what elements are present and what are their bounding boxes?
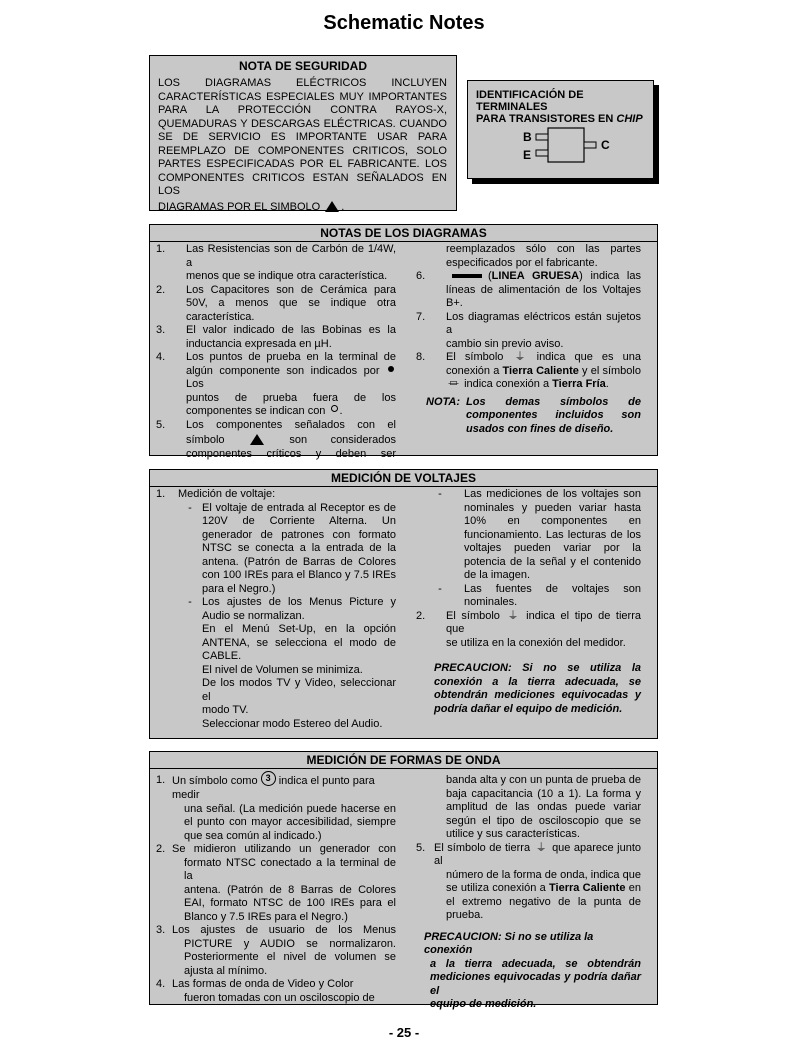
- item-text: [446, 378, 641, 392]
- list-item: [416, 270, 641, 311]
- caution-text: equipo de medición.: [430, 998, 537, 1010]
- note-text: componentes incluidos son: [466, 409, 641, 421]
- voltage-caution: [416, 662, 641, 716]
- dash-bullet: -: [438, 488, 442, 500]
- sub-item: [156, 502, 396, 597]
- safety-note-box: [149, 55, 457, 211]
- item-text: El voltaje de entrada al Receptor es de: [202, 501, 396, 514]
- item-text: Los puntos de prueba en la terminal de: [186, 351, 396, 363]
- item-number: 5.: [156, 418, 166, 431]
- waveform-caution: [416, 931, 641, 1012]
- item-number: 3.: [156, 924, 166, 936]
- item-text-bold: Tierra Fría: [552, 378, 606, 390]
- item-text: antena. (Patrón de 8 Barras de Colores: [184, 883, 396, 896]
- caution-text: obtendrán mediciones equivocadas y: [434, 689, 641, 701]
- item-text-part: que aparece junto al: [434, 841, 641, 867]
- chip-title-text: PARA TRANSISTORES EN: [476, 113, 614, 125]
- item-text: Las fuentes de voltajes son: [464, 582, 641, 595]
- item-text: modo TV.: [202, 704, 249, 716]
- item-text: [186, 365, 396, 392]
- item-text: [446, 351, 641, 365]
- item-text: formato NTSC conectado a la terminal de la: [184, 856, 396, 882]
- item-number: 1.: [156, 488, 166, 500]
- item-text: se utiliza en la conexión del medidor.: [446, 636, 626, 649]
- voltage-title: MEDICIÓN DE VOLTAJES: [150, 470, 657, 487]
- sub-item: [416, 583, 641, 610]
- list-item: [416, 842, 641, 923]
- ground-icon: ⏚: [535, 841, 547, 854]
- chip-label-e: E: [523, 148, 532, 162]
- item-text: Los ajustes de los Menus Picture y: [202, 596, 396, 608]
- chip-title-italic: CHIP: [616, 113, 643, 125]
- item-text: [434, 882, 641, 896]
- waveform-point-icon: 3: [261, 771, 276, 786]
- safety-line: REEMPLAZO DE COMPONENTES CRITICOS, SOLO: [158, 144, 447, 157]
- item-text: banda alta y con un punta de prueba de: [446, 774, 641, 786]
- item-text: Medición de voltaje:: [178, 488, 276, 500]
- list-item: [156, 924, 396, 978]
- item-text: que sea común al indicado.): [184, 829, 322, 842]
- sub-item: [156, 596, 396, 731]
- item-text-part: El símbolo: [446, 609, 500, 622]
- cold-ground-icon: ⏛: [448, 378, 459, 390]
- item-text: fueron tomadas con un osciloscopio de: [184, 991, 375, 1004]
- note-label: NOTA:: [426, 395, 461, 408]
- diagram-notes-title: NOTAS DE LOS DIAGRAMAS: [150, 225, 657, 242]
- item-text: característica.: [186, 310, 255, 323]
- safety-note-title: NOTA DE SEGURIDAD: [238, 59, 367, 73]
- list-item: [156, 843, 396, 924]
- item-text-part: indica el tipo de tierra que: [446, 609, 641, 635]
- item-text: baja capacitancia (10 a 1). La forma y: [446, 787, 641, 800]
- diagram-notes-right: [416, 243, 641, 436]
- list-item: [156, 351, 396, 419]
- list-item: [156, 324, 396, 351]
- item-text: [172, 774, 396, 803]
- chip-label-c: C: [601, 138, 610, 152]
- item-text-part: conexión a: [446, 364, 500, 377]
- item-text: Los Capacitores son de Cerámica para: [186, 283, 396, 296]
- item-text-bold: LINEA GRUESA: [491, 270, 580, 282]
- item-text: [434, 842, 641, 869]
- safety-last-suffix: .: [341, 200, 345, 213]
- warning-triangle-icon: [325, 201, 339, 212]
- item-text: para el Negro.): [202, 582, 276, 595]
- item-text: líneas de alimentación de los Voltajes: [446, 283, 641, 296]
- item-number: 3.: [156, 324, 166, 336]
- caution-text: conexión a la tierra adecuada, se: [434, 675, 641, 688]
- warning-triangle-icon: [250, 434, 264, 445]
- list-item: [156, 243, 396, 284]
- safety-line: COMPONENTES CRITICOS ESTAN SEÑALADOS EN LOS: [158, 171, 447, 197]
- item-text: B+.: [446, 297, 463, 309]
- item-text-part: se utiliza conexión a: [446, 882, 546, 894]
- item-number: 2.: [156, 843, 166, 855]
- item-text: 120V de Corriente Alterna. Un: [202, 515, 396, 527]
- voltage-right: [416, 488, 641, 716]
- chip-label-b: B: [523, 130, 532, 144]
- chip-terminal-inset: [467, 80, 654, 179]
- list-item: [156, 488, 396, 502]
- item-text: con 100 IREs para el Blanco y 7.5 IREs: [202, 569, 396, 581]
- item-text: componentes críticos y deben ser: [186, 447, 396, 460]
- waveform-left: [156, 774, 396, 1005]
- item-text-part: .: [605, 378, 609, 390]
- item-text: De los modos TV y Video, seleccionar el: [202, 677, 396, 703]
- list-item: [416, 311, 641, 352]
- safety-line: LOS DIAGRAMAS ELÉCTRICOS INCLUYEN: [158, 77, 447, 89]
- safety-note-text: [150, 73, 456, 214]
- waveform-title: MEDICIÓN DE FORMAS DE ONDA: [150, 752, 657, 769]
- item-text-bold: Tierra Caliente: [502, 364, 579, 377]
- item-text: menos que se indique otra característica.: [186, 270, 388, 282]
- item-text: Las mediciones de los voltajes son: [464, 488, 641, 500]
- item-text-part: (: [488, 270, 492, 282]
- note-text: usados con fines de diseño.: [466, 422, 614, 435]
- item-text-part: Los: [186, 378, 204, 390]
- item-text: Las Resistencias son de Carbón de 1/4W, a: [186, 243, 396, 269]
- voltage-box: [149, 469, 658, 739]
- item-number: 6.: [416, 270, 426, 282]
- diagram-note: [416, 396, 641, 437]
- list-item: [156, 419, 396, 462]
- external-test-point-icon: [331, 405, 338, 412]
- item-text: especificados por el fabricante.: [446, 256, 598, 269]
- item-text-part: ) indica las: [579, 270, 641, 282]
- dash-bullet: -: [188, 596, 192, 608]
- item-text-part: Un símbolo como: [172, 775, 258, 787]
- item-text: El nivel de Volumen se minimiza.: [202, 663, 363, 676]
- list-item: [156, 284, 396, 325]
- dash-bullet: -: [188, 501, 192, 514]
- item-text-part: El símbolo: [446, 351, 504, 363]
- item-text: nominales.: [464, 596, 518, 608]
- chip-inset-title: [468, 81, 653, 125]
- item-text: CABLE.: [202, 650, 242, 662]
- item-text: 10% en componentes en: [464, 515, 641, 527]
- list-item: [156, 774, 396, 843]
- item-text: PICTURE y AUDIO se normalizaron.: [184, 937, 396, 950]
- caution-text: PRECAUCION: Si no se utiliza la conexión: [424, 930, 594, 956]
- item-text: nominales y pueden variar hasta: [464, 501, 641, 514]
- item-text-part: en: [628, 882, 641, 894]
- item-text: En el Menú Set-Up, en la opción: [202, 623, 396, 635]
- item-text: utilice y sus características.: [446, 828, 580, 840]
- safety-line: CARACTERÍSTICAS ESPECIALES MUY IMPORTANTES: [158, 90, 447, 103]
- item-text-part: indica el punto para medir: [172, 775, 375, 801]
- item-number: 5.: [416, 841, 426, 854]
- caution-text: mediciones equivocadas y podría dañar el: [430, 971, 641, 997]
- item-text: [186, 405, 396, 419]
- item-number: 1.: [156, 243, 166, 255]
- diagram-notes-left: [156, 243, 396, 461]
- item-text: puntos de prueba fuera de los: [186, 391, 396, 404]
- list-item-continued: [416, 774, 641, 842]
- caution-text: PRECAUCION: Si no se utiliza la: [434, 662, 641, 674]
- item-number: 2.: [416, 609, 426, 622]
- list-item: [416, 351, 641, 392]
- note-text: Los demas símbolos de: [466, 395, 641, 408]
- item-text: El valor indicado de las Bobinas es la: [186, 324, 396, 336]
- item-number: 7.: [416, 310, 426, 323]
- voltage-left: [156, 488, 396, 731]
- item-text: potencia de la señal y el contenido: [464, 555, 641, 568]
- item-text: 50V, a menos que se indique otra: [186, 297, 396, 309]
- item-number: 2.: [156, 283, 166, 296]
- item-text: [446, 365, 641, 379]
- item-text: Audio se normalizan.: [202, 609, 305, 622]
- item-text: Se midieron utilizando un generador con: [172, 843, 396, 855]
- item-text: una señal. (La medición puede hacerse en: [184, 802, 396, 815]
- item-text: [446, 270, 641, 284]
- item-text: según el tipo de osciloscopio que se: [446, 814, 641, 827]
- item-text: Las formas de onda de Video y Color: [172, 978, 354, 990]
- sub-item: [416, 488, 641, 583]
- item-text: generador de patrones con formato: [202, 528, 396, 541]
- safety-line: SE DE SERVICIO ES IMPORTANTE USAR PARA: [158, 131, 447, 143]
- item-text: inductancia expresada en µH.: [186, 337, 332, 350]
- item-text: EAI, formato NTSC de 100 IREs para el: [184, 897, 396, 909]
- item-text: NTSC se conecta a la entrada de la: [202, 542, 396, 554]
- item-text-part: indica conexión a: [464, 378, 550, 390]
- item-text: voltajes pueden variar por la: [464, 542, 641, 554]
- ground-icon: ⏚: [507, 609, 519, 622]
- page-number: - 25 -: [388, 1025, 420, 1040]
- item-text: Los componentes señalados con el: [186, 418, 396, 431]
- item-number: 1.: [156, 774, 166, 786]
- page-title: Schematic Notes: [323, 12, 485, 34]
- item-text-part: El símbolo de tierra: [434, 841, 531, 854]
- caution-text: a la tierra adecuada, se obtendrán: [430, 957, 641, 970]
- hot-ground-icon: ⏚: [514, 351, 526, 363]
- item-text-part: son considerados: [289, 434, 396, 446]
- item-text-bold: Tierra Caliente: [549, 882, 626, 894]
- safety-last-text: DIAGRAMAS POR EL SIMBOLO: [158, 200, 321, 213]
- item-number: 4.: [156, 978, 166, 990]
- item-text: reemplazados sólo con las partes: [446, 243, 641, 255]
- item-text-part: .: [339, 405, 343, 417]
- item-text: Posteriormente el nivel de volumen se: [184, 951, 396, 963]
- safety-line-last: [158, 199, 447, 215]
- diagram-notes-box: [149, 224, 658, 460]
- safety-line: PARTES ESPECIFICADAS POR EL FABRICANTE. LOS: [158, 158, 447, 170]
- item-text: [186, 432, 396, 448]
- item-text: el extremo negativo de la punta de: [446, 895, 641, 908]
- item-text: antena. (Patrón de Barras de Colores: [202, 555, 396, 568]
- list-item: [416, 610, 641, 651]
- item-text: cambio sin previo aviso.: [446, 337, 564, 350]
- list-item-continued: [416, 243, 641, 270]
- item-text: número de la forma de onda, indica que: [446, 868, 641, 881]
- item-text: Seleccionar modo Estereo del Audio.: [202, 717, 383, 730]
- test-point-icon: [388, 366, 394, 372]
- item-text-part: algún componente son indicados por: [186, 364, 380, 377]
- chip-transistor-diagram: [516, 124, 636, 174]
- item-text: ANTENA, se selecciona el modo de: [202, 636, 396, 649]
- item-text: Los diagramas eléctricos están sujetos a: [446, 310, 641, 336]
- item-text-part: y el símbolo: [582, 364, 641, 377]
- item-text: Los ajustes de usuario de los Menus: [172, 924, 396, 936]
- safety-line: QUEMADURAS Y DESCARGAS ELÉCTRICAS. CUANDO: [158, 117, 447, 130]
- list-item: [156, 978, 396, 1005]
- item-text: prueba.: [446, 909, 484, 921]
- item-text: el punto con mayor accesibilidad, siempre: [184, 816, 396, 828]
- item-text: de la imagen.: [464, 569, 531, 581]
- item-text: [446, 610, 641, 637]
- waveform-box: [149, 751, 658, 1010]
- item-number: 8.: [416, 351, 426, 363]
- item-text: amplitud de las ondas puede variar: [446, 801, 641, 813]
- item-text: Blanco y 7.5 IREs para el Negro.): [184, 910, 348, 923]
- caution-text: podría dañar el equipo de medición.: [434, 702, 623, 715]
- waveform-right: [416, 774, 641, 1012]
- chip-title-line1: IDENTIFICACIÓN DE TERMINALES: [476, 89, 584, 113]
- thick-line-icon: [452, 274, 482, 278]
- dash-bullet: -: [438, 582, 442, 595]
- item-text: funcionamiento. Las lecturas de los: [464, 528, 641, 541]
- item-text-part: indica que es una: [536, 351, 641, 363]
- item-text-part: símbolo: [186, 434, 225, 446]
- item-text: ajusta al mínimo.: [184, 964, 268, 977]
- item-number: 4.: [156, 351, 166, 363]
- safety-line: PARA LA PROTECCIÓN CONTRA RAYOS-X,: [158, 104, 447, 116]
- item-text-part: componentes se indican con: [186, 405, 326, 417]
